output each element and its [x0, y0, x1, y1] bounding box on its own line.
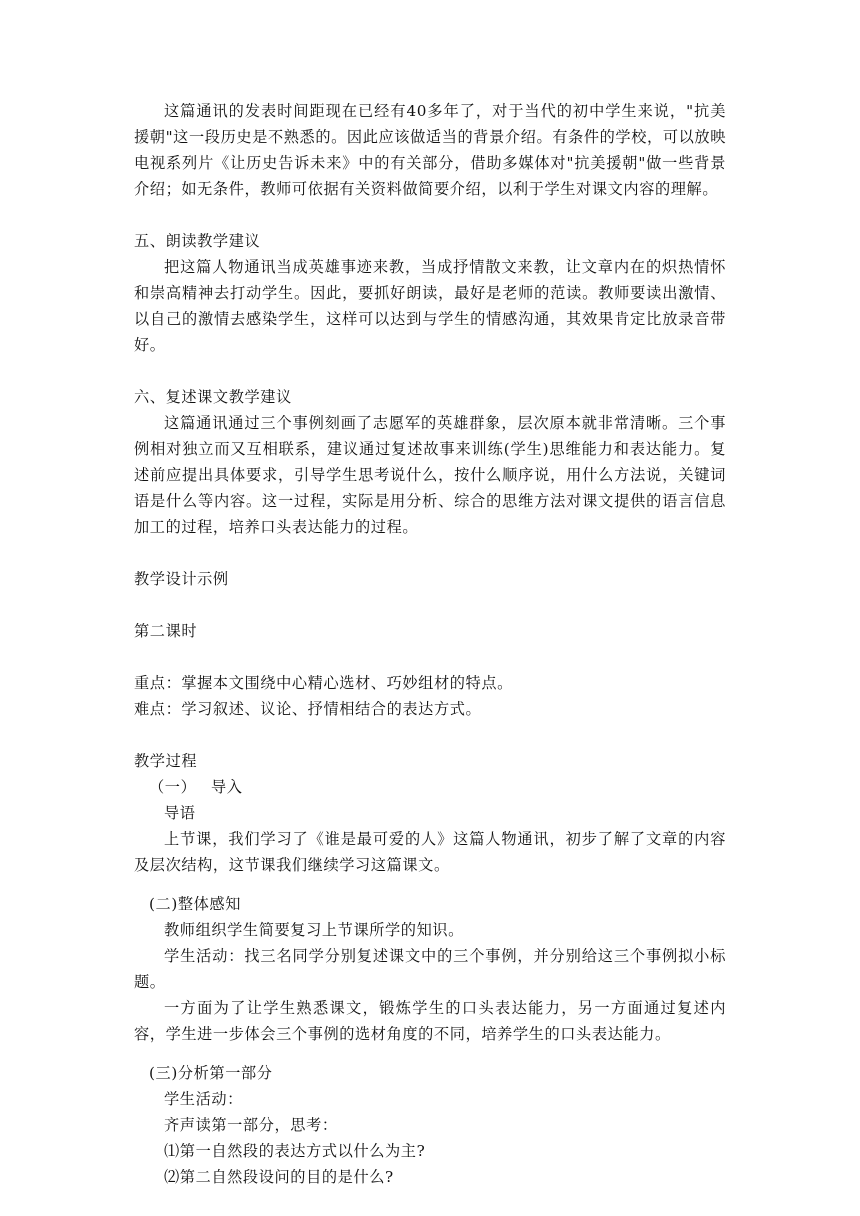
- background-paragraph: 这篇通讯的发表时间距现在已经有40多年了，对于当代的初中学生来说，"抗美援朝"这一段历史是不熟悉的。因此应该做适当的背景介绍。有条件的学校，可以放映电视系列片《让历史告诉未来》中的有关部分，借助多媒体对"抗美援朝"做一些背景介绍；如无条件，教师可依据有关资料做简要介绍，以利于学生对课文内容的理解。: [134, 102, 726, 198]
- part1-heading: [134, 774, 726, 800]
- part3-instruction: 齐声读第一部分，思考：: [164, 1116, 338, 1134]
- section-heading-reading: 五、朗读教学建议: [134, 232, 261, 250]
- retelling-paragraph: 这篇通讯通过三个事例刻画了志愿军的英雄群象，层次原本就非常清晰。三个事例相对独立而又互相联系，建议通过复述故事来训练(学生)思维能力和表达能力。复述前应提出具体要求，引导学生思考说什么，按什么顺序说，用什么方法说，关键词语是什么等内容。这一过程，实际是用分析、综合的思维方法对课文提供的语言信息加工的过程，培养口头表达能力的过程。: [134, 414, 726, 536]
- part2-heading: (二)整体感知: [149, 895, 241, 913]
- part1-name: 导入: [211, 778, 243, 796]
- part3-heading: (三)分析第一部分: [149, 1064, 273, 1082]
- difficulty-point: 难点：学习叙述、议论、抒情相结合的表达方式。: [134, 700, 482, 718]
- part1-number: （一）: [149, 778, 197, 796]
- section-heading-retelling: 六、复述课文教学建议: [134, 388, 292, 406]
- question-1: ⑴第一自然段的表达方式以什么为主?: [164, 1142, 426, 1160]
- part3-activity: 学生活动：: [164, 1090, 243, 1108]
- process-title: 教学过程: [134, 752, 198, 770]
- lesson-label: 第二课时: [134, 622, 198, 640]
- question-2: ⑵第二自然段设问的目的是什么?: [164, 1168, 394, 1186]
- reading-paragraph: 把这篇人物通讯当成英雄事迹来教，当成抒情散文来教，让文章内在的炽热情怀和崇高精神去打动学生。因此，要抓好朗读，最好是老师的范读。教师要读出激情、以自己的激情去感染学生，这样可以达到与学生的情感沟通，其效果肯定比放录音带好。: [134, 258, 726, 354]
- part2-paragraph: 一方面为了让学生熟悉课文，锻炼学生的口头表达能力，另一方面通过复述内容，学生进一步体会三个事例的选材角度的不同，培养学生的口头表达能力。: [134, 999, 726, 1043]
- part1-paragraph: 上节课，我们学习了《谁是最可爱的人》这篇人物通讯，初步了解了文章的内容及层次结构，这节课我们继续学习这篇课文。: [134, 830, 726, 874]
- part2-activity: 学生活动：找三名同学分别复述课文中的三个事例，并分别给这三个事例拟小标题。: [134, 947, 726, 991]
- design-title: 教学设计示例: [134, 570, 229, 588]
- part1-subtitle: 导语: [164, 804, 196, 822]
- part2-line1: 教师组织学生简要复习上节课所学的知识。: [164, 921, 464, 939]
- key-point: 重点：掌握本文围绕中心精心选材、巧妙组材的特点。: [134, 674, 513, 692]
- document-body: [134, 98, 726, 1190]
